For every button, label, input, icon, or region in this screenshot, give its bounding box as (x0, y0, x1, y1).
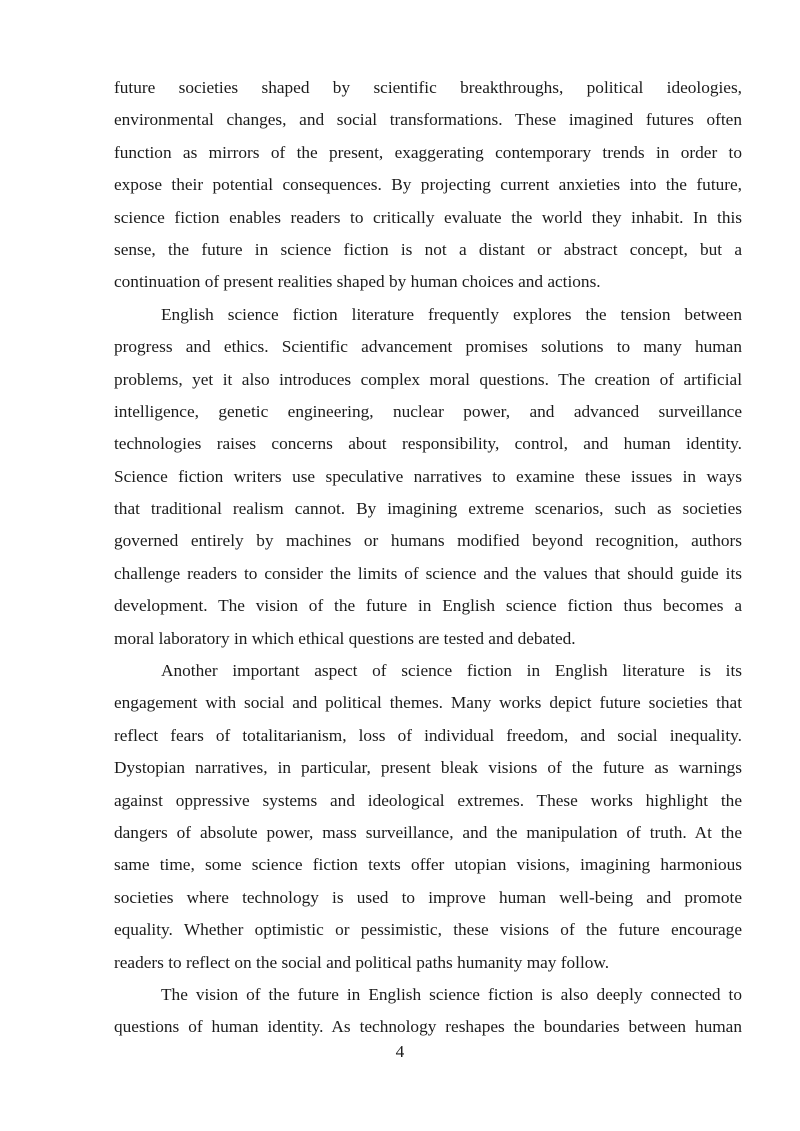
text-line: questions of human identity. As technology reshapes the boundaries between human (114, 1017, 742, 1037)
text-line: future societies shaped by scientific breakthroughs, political ideologies, (114, 78, 742, 97)
text-line: environmental changes, and social transformations. These imagined futures often (114, 110, 742, 130)
text-line: sense, the future in science fiction is not a distant or abstract concept, but a (114, 239, 742, 259)
text-line: governed entirely by machines or humans modified beyond recognition, authors (114, 531, 742, 551)
text-line: dangers of absolute power, mass surveillance, and the manipulation of truth. At the (114, 822, 742, 842)
text-line: against oppressive systems and ideological extremes. These works highlight the (114, 790, 742, 810)
text-line: The vision of the future in English science fiction is also deeply connected to (161, 984, 742, 1004)
page-number: 4 (395, 1042, 405, 1061)
text-line: technologies raises concerns about responsibility, control, and human identity. (114, 434, 742, 454)
text-line: Dystopian narratives, in particular, present bleak visions of the future as warnings (114, 758, 742, 778)
text-line: science fiction enables readers to critically evaluate the world they inhabit. In this (114, 207, 742, 227)
text-line: development. The vision of the future in English science fiction thus becomes a (114, 596, 742, 616)
paragraph-3 (114, 655, 742, 979)
text-line: readers to reflect on the social and political paths humanity may follow. (114, 952, 610, 972)
text-line: progress and ethics. Scientific advancement promises solutions to many human (114, 337, 742, 357)
text-line: moral laboratory in which ethical questions are tested and debated. (114, 628, 576, 648)
text-line: problems, yet it also introduces complex moral questions. The creation of artificial (114, 369, 742, 389)
body-text (114, 72, 742, 1044)
text-line: Another important aspect of science fiction in English literature is its (161, 661, 742, 681)
text-line: continuation of present realities shaped by human choices and actions. (114, 272, 601, 292)
text-line: societies where technology is used to improve human well-being and promote (114, 887, 742, 907)
text-line: engagement with social and political themes. Many works depict future societies that (114, 693, 742, 713)
text-line: Science fiction writers use speculative narratives to examine these issues in ways (114, 466, 742, 486)
text-line: same time, some science fiction texts offer utopian visions, imagining harmonious (114, 855, 742, 875)
text-line: challenge readers to consider the limits of science and the values that should guide its (114, 563, 742, 583)
text-line: that traditional realism cannot. By imagining extreme scenarios, such as societies (114, 499, 742, 519)
text-line: equality. Whether optimistic or pessimistic, these visions of the future encourage (114, 920, 742, 940)
paragraph-4 (114, 979, 742, 1044)
text-line: function as mirrors of the present, exaggerating contemporary trends in order to (114, 142, 742, 162)
text-line: expose their potential consequences. By projecting current anxieties into the future, (114, 175, 742, 195)
text-line: intelligence, genetic engineering, nuclear power, and advanced surveillance (114, 401, 742, 421)
text-line: reflect fears of totalitarianism, loss of individual freedom, and social inequality. (114, 725, 742, 745)
paragraph-1 (114, 72, 742, 299)
text-line: English science fiction literature frequently explores the tension between (161, 304, 742, 324)
paragraph-2 (114, 299, 742, 655)
